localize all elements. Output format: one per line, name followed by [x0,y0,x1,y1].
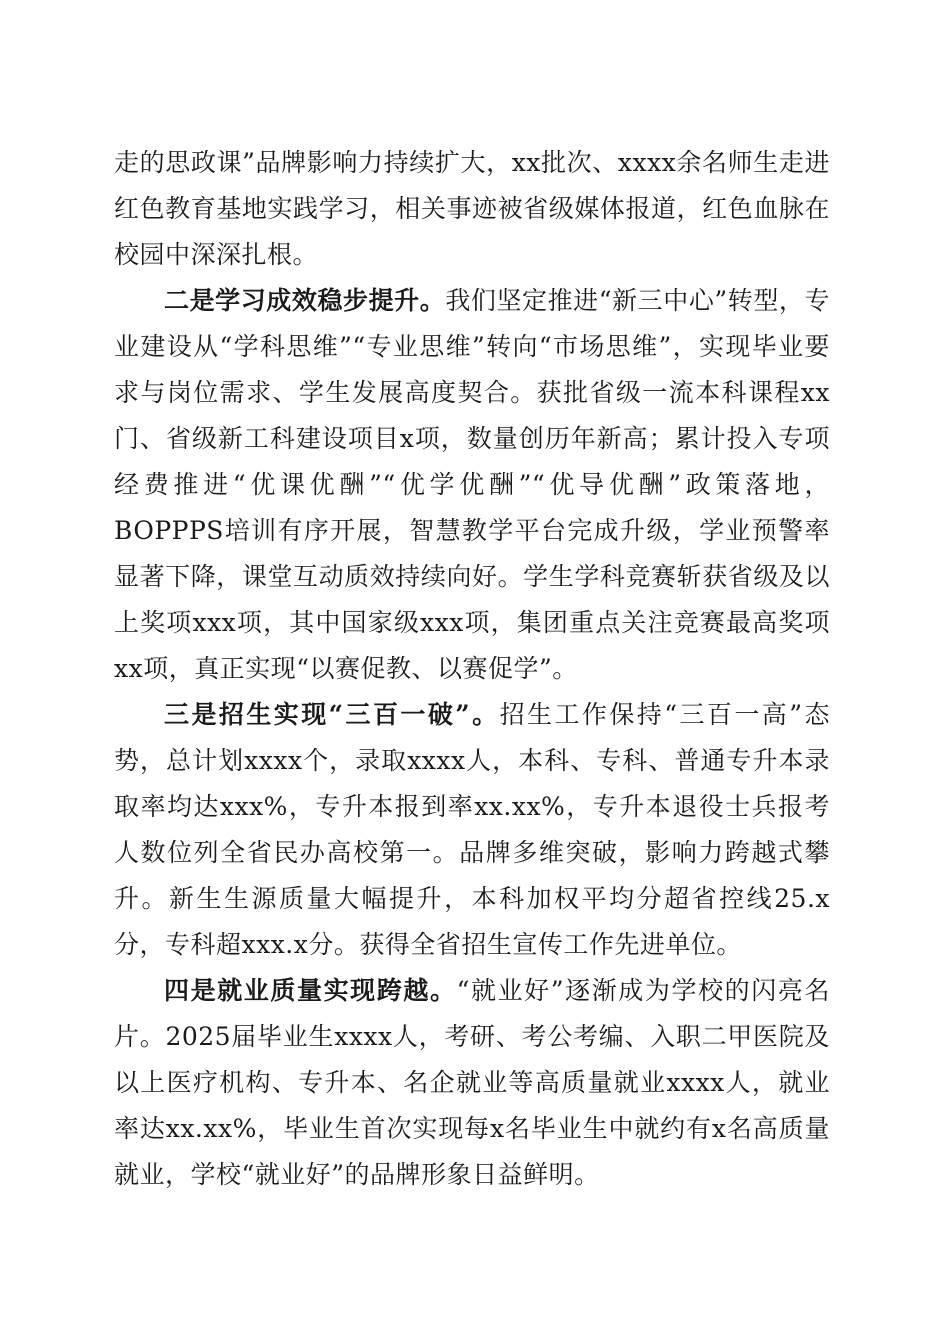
paragraph-lead-heading: 二是学习成效稳步提升。 [164,286,446,315]
paragraph-text: “就业好”逐渐成为学校的闪亮名片。2025届毕业生xxxx人，考研、考公考编、入职二甲医院及以上医疗机构、专升本、名企就业等高质量就业xxxx人，就业率达xx.xx%，毕业生首次实现每x名毕业生中就约有x名高质量就业，学校“就业好”的品牌形象日益鲜明。 [114,976,830,1189]
paragraph-lead-heading: 四是就业质量实现跨越。 [164,976,457,1005]
paragraph-learning-outcomes [114,278,830,692]
paragraph-continuation [114,140,830,278]
paragraph-enrollment [114,692,830,968]
paragraph-text: 走的思政课”品牌影响力持续扩大，xx批次、xxxx余名师生走进红色教育基地实践学习，相关事迹被省级媒体报道，红色血脉在校园中深深扎根。 [114,148,830,269]
paragraph-lead-heading: 三是招生实现“三百一破”。 [164,700,500,729]
paragraph-text: 招生工作保持“三百一高”态势，总计划xxxx个，录取xxxx人，本科、专科、普通专升本录取率均达xxx%，专升本报到率xx.xx%，专升本退役士兵报考人数位列全省民办高校第一。品牌多维突破，影响力跨越式攀升。新生生源质量大幅提升，本科加权平均分超省控线25.x分，专科超xxx.x分。获得全省招生宣传工作先进单位。 [114,700,830,959]
paragraph-employment [114,968,830,1198]
paragraph-text: 我们坚定推进“新三中心”转型，专业建设从“学科思维”“专业思维”转向“市场思维”，实现毕业要求与岗位需求、学生发展高度契合。获批省级一流本科课程xx门、省级新工科建设项目x项，数量创历年新高；累计投入专项经费推进“优课优酬”“优学优酬”“优导优酬”政策落地，BOPPPS培训有序开展，智慧教学平台完成升级，学业预警率显著下降，课堂互动质效持续向好。学生学科竞赛斩获省级及以上奖项xxx项，其中国家级xxx项，集团重点关注竞赛最高奖项xx项，真正实现“以赛促教、以赛促学”。 [114,286,830,683]
document-body [114,140,830,1198]
